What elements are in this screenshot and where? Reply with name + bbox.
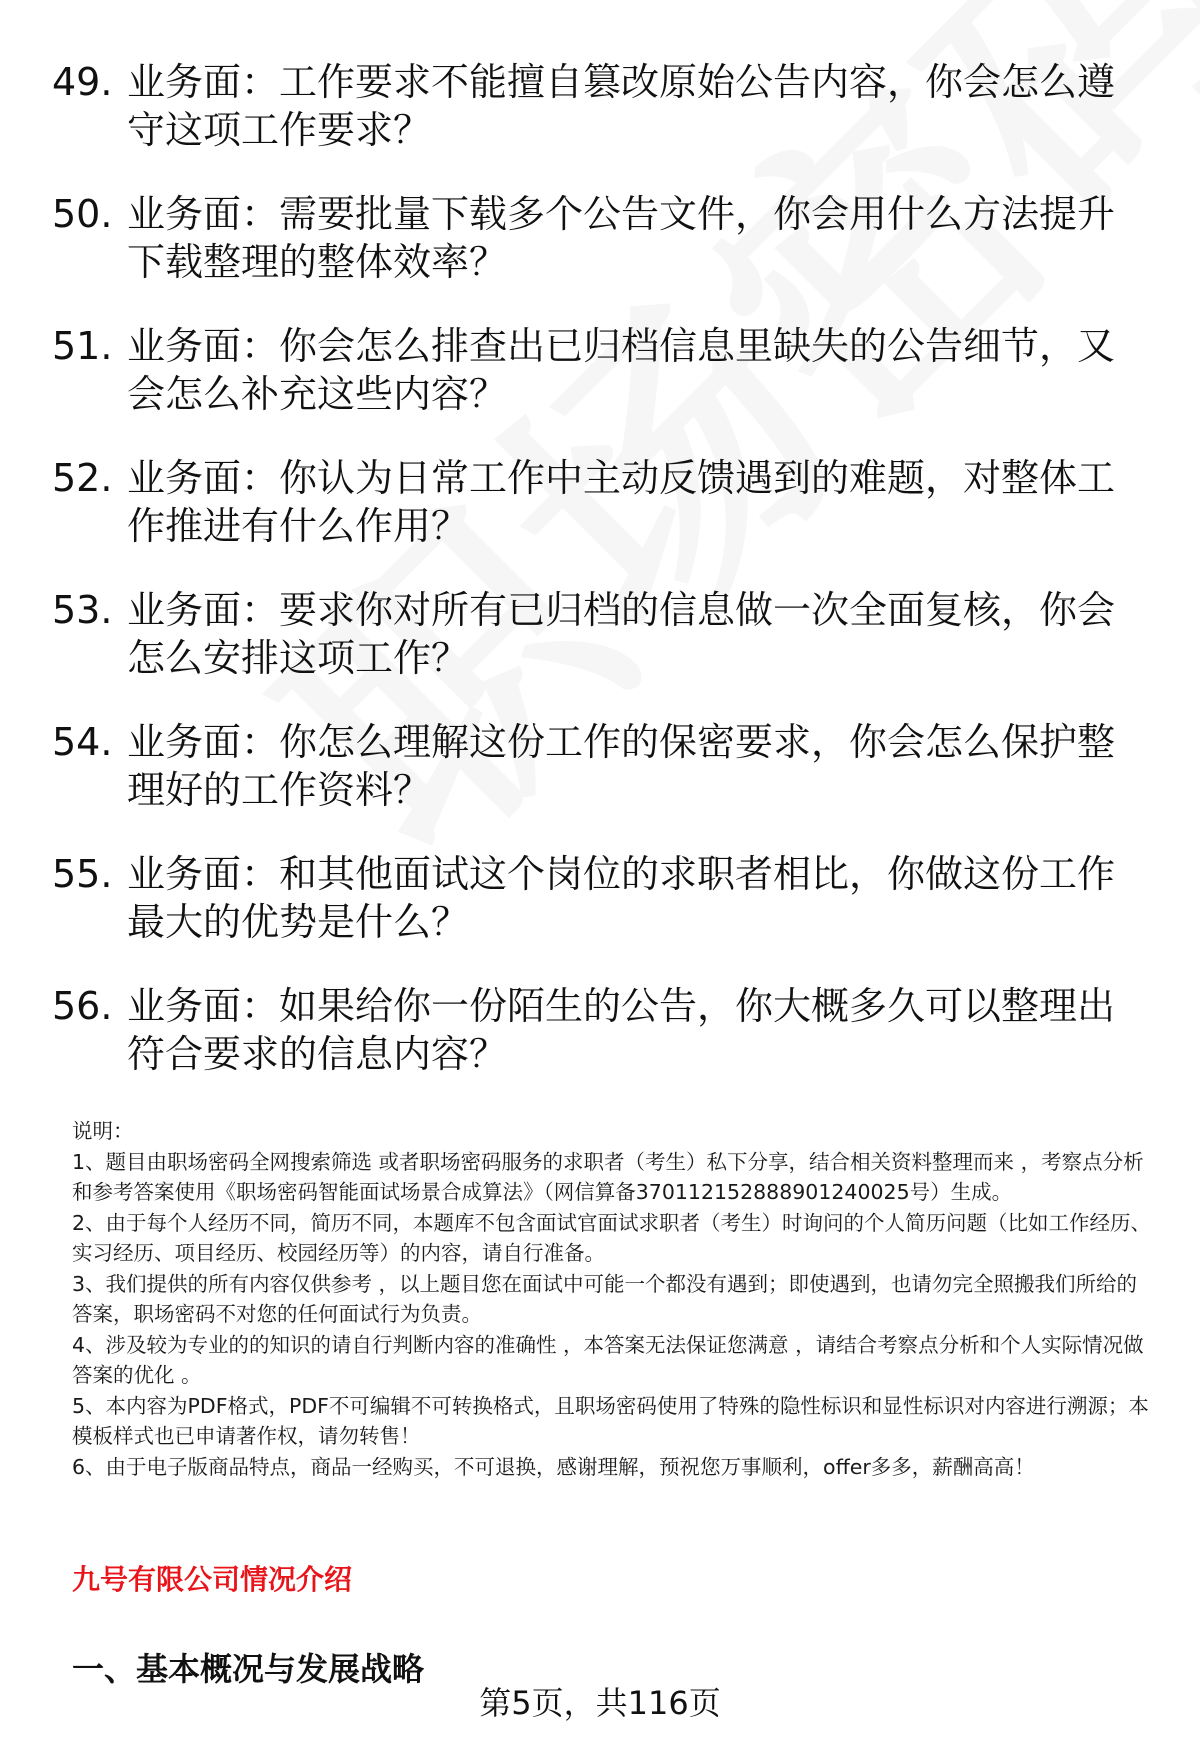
question-text: 业务面：工作要求不能擅自篡改原始公告内容，你会怎么遵守这项工作要求？: [127, 60, 1116, 152]
note-item: 3、我们提供的所有内容仅供参考 ，以上题目您在面试中可能一个都没有遇到；即使遇到，也请勿完全照搬我们所给的答案，职场密码不对您的任何面试行为负责。: [72, 1271, 1138, 1326]
question-item: [52, 58, 1142, 154]
company-title: 九号有限公司情况介绍: [72, 1563, 353, 1596]
question-text: 业务面：和其他面试这个岗位的求职者相比，你做这份工作最大的优势是什么？: [127, 852, 1116, 944]
section-heading: 一、基本概况与发展战略: [72, 1650, 425, 1688]
note-item: 4、涉及较为专业的的知识的请自行判断内容的准确性 ，本答案无法保证您满意 ，请结合考察点分析和个人实际情况做答案的优化 。: [72, 1332, 1144, 1387]
question-number: 49.: [52, 60, 113, 104]
note-item: 6、由于电子版商品特点，商品一经购买，不可退换，感谢理解，预祝您万事顺利，offer多多，薪酬高高！: [72, 1454, 1035, 1479]
question-text: 业务面：如果给你一份陌生的公告，你大概多久可以整理出符合要求的信息内容？: [127, 984, 1116, 1076]
question-text: 业务面：要求你对所有已归档的信息做一次全面复核，你会怎么安排这项工作？: [127, 588, 1116, 680]
notes-section: [72, 1116, 1157, 1482]
question-number: 56.: [52, 984, 113, 1028]
question-item: [52, 982, 1142, 1078]
question-list: [52, 58, 1142, 1114]
page-indicator: 第5页，共116页: [479, 1684, 721, 1722]
question-item: [52, 586, 1142, 682]
note-item: 5、本内容为PDF格式，PDF不可编辑不可转换格式，且职场密码使用了特殊的隐性标识和显性标识对内容进行溯源；本模板样式也已申请著作权，请勿转售！: [72, 1393, 1149, 1448]
question-number: 53.: [52, 588, 113, 632]
question-item: [52, 454, 1142, 550]
question-text: 业务面：你会怎么排查出已归档信息里缺失的公告细节，又会怎么补充这些内容？: [127, 324, 1116, 416]
question-number: 50.: [52, 192, 113, 236]
question-text: 业务面：需要批量下载多个公告文件，你会用什么方法提升下载整理的整体效率？: [127, 192, 1116, 284]
question-number: 52.: [52, 456, 113, 500]
question-item: [52, 850, 1142, 946]
note-item: 1、题目由职场密码全网搜索筛选 或者职场密码服务的求职者（考生）私下分享，结合相关资料整理而来 ，考察点分析和参考答案使用《职场密码智能面试场景合成算法》（网信算备370112152888901240025号）生成。: [72, 1149, 1144, 1204]
question-text: 业务面：你认为日常工作中主动反馈遇到的难题，对整体工作推进有什么作用？: [127, 456, 1116, 548]
notes-heading: 说明：: [72, 1119, 134, 1143]
question-number: 54.: [52, 720, 113, 764]
question-text: 业务面：你怎么理解这份工作的保密要求，你会怎么保护整理好的工作资料？: [127, 720, 1116, 812]
question-number: 51.: [52, 324, 113, 368]
note-item: 2、由于每个人经历不同，简历不同，本题库不包含面试官面试求职者（考生）时询问的个人简历问题（比如工作经历、实习经历、项目经历、校园经历等）的内容，请自行准备。: [72, 1210, 1152, 1265]
question-item: [52, 718, 1142, 814]
question-number: 55.: [52, 852, 113, 896]
question-item: [52, 322, 1142, 418]
question-item: [52, 190, 1142, 286]
